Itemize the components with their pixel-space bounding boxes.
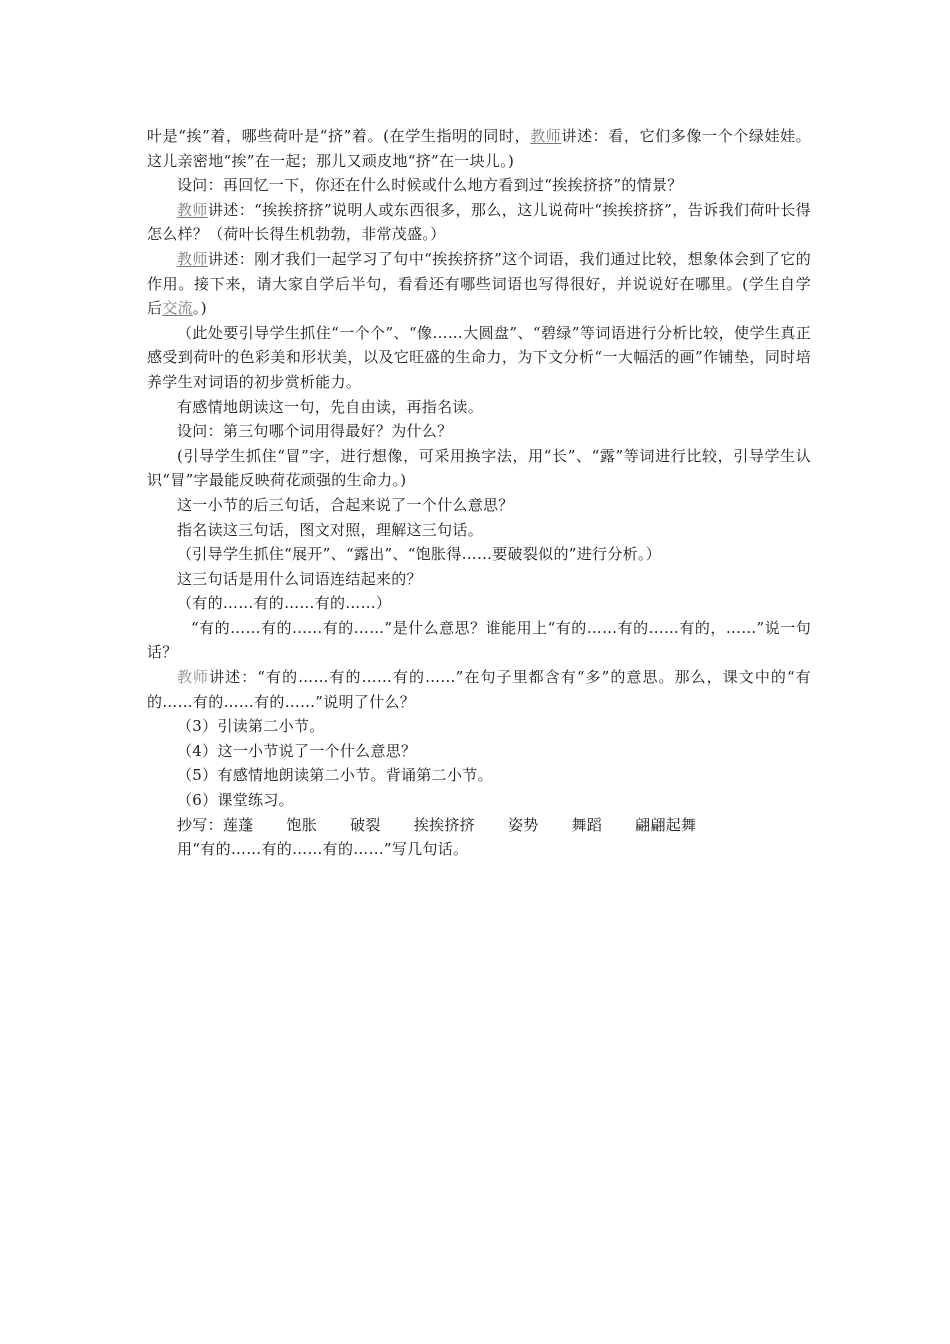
paragraph-9: 这一小节的后三句话，合起来说了一个什么意思？ — [177, 495, 514, 514]
copy-word: 舞蹈 — [571, 815, 603, 834]
copy-word: 翩翩起舞 — [635, 815, 697, 834]
paragraph-4: 教师讲述：刚才我们一起学习了句中“挨挨挤挤”这个词语，我们通过比较，想象体会到了它的作用。接下来，请大家自学后半句，看看还有哪些词语也写得很好，并说说好在哪里。(学生自学后交流。) — [147, 249, 811, 318]
copy-word: 莲蓬 — [222, 815, 254, 834]
paragraph-20: 用“有的……有的……有的……”写几句话。 — [177, 840, 469, 859]
paragraph-14: “有的……有的……有的……”是什么意思？谁能用上“有的……有的……有的，……”说一句话？ — [147, 618, 811, 662]
paragraph-15: 教师讲述：“有的……有的……有的……”在句子里都含有“多”的意思。那么，课文中的“有的……有的……有的……”说明了什么？ — [147, 668, 811, 711]
paragraph-1: 叶是“挨”着，哪些荷叶是“挤”着。(在学生指明的同时，教师讲述：看，它们多像一个个绿娃娃。这儿亲密地“挨”在一起；那儿又顽皮地“挤”在一块儿。) — [147, 127, 811, 170]
teacher-label: 教师 — [177, 668, 210, 687]
copy-word: 姿势 — [507, 815, 539, 834]
copy-label: 抄写： — [177, 815, 223, 834]
copy-word: 挨挨挤挤 — [413, 815, 475, 834]
paragraph-11: （引导学生抓住“展开”、“露出”、“饱胀得……要破裂似的”进行分析。） — [177, 545, 662, 564]
paragraph-12: 这三句话是用什么词语连结起来的？ — [177, 569, 422, 588]
paragraph-6: 有感情地朗读这一句，先自由读，再指名读。 — [177, 397, 484, 416]
paragraph-16: （3）引读第二小节。 — [177, 717, 325, 736]
paragraph-19: （6）课堂练习。 — [177, 791, 294, 810]
document-body — [147, 124, 811, 862]
paragraph-17: （4）这一小节说了一个什么意思？ — [177, 741, 417, 760]
copy-exercise — [177, 813, 811, 838]
paragraph-18: （5）有感情地朗读第二小节。背诵第二小节。 — [177, 766, 493, 785]
paragraph-13: （有的……有的……有的……） — [177, 594, 392, 613]
paragraph-2: 设问：再回忆一下，你还在什么时候或什么地方看到过“挨挨挤挤”的情景？ — [177, 176, 683, 195]
teacher-link[interactable]: 教师 — [177, 249, 208, 268]
copy-word: 破裂 — [350, 815, 381, 834]
paragraph-5: （此处要引导学生抓住“一个个”、“像……大圆盘”、“碧绿”等词语进行分析比较，使学生真正感受到荷叶的色彩美和形状美，以及它旺盛的生命力，为下文分析“一大幅活的画”作铺垫，同时培养学生对词语的初步赏析能力。 — [147, 323, 811, 391]
paragraph-8: (引导学生抓住“冒”字，进行想像，可采用换字法，用“长”、“露”等词进行比较，引导学生认识“冒”字最能反映荷花顽强的生命力。) — [147, 446, 811, 490]
exchange-link[interactable]: 交流 — [162, 299, 193, 318]
teacher-link[interactable]: 教师 — [530, 127, 562, 145]
paragraph-3: 教师讲述：“挨挨挤挤”说明人或东西很多，那么，这儿说荷叶“挨挨挤挤”，告诉我们荷叶长得怎么样？（荷叶长得生机勃勃，非常茂盛。） — [147, 200, 811, 244]
teacher-link[interactable]: 教师 — [177, 200, 208, 219]
paragraph-7: 设问：第三句哪个词用得最好？为什么？ — [177, 422, 453, 441]
copy-word: 饱胀 — [286, 815, 318, 834]
paragraph-10: 指名读这三句话，图文对照，理解这三句话。 — [177, 520, 484, 539]
